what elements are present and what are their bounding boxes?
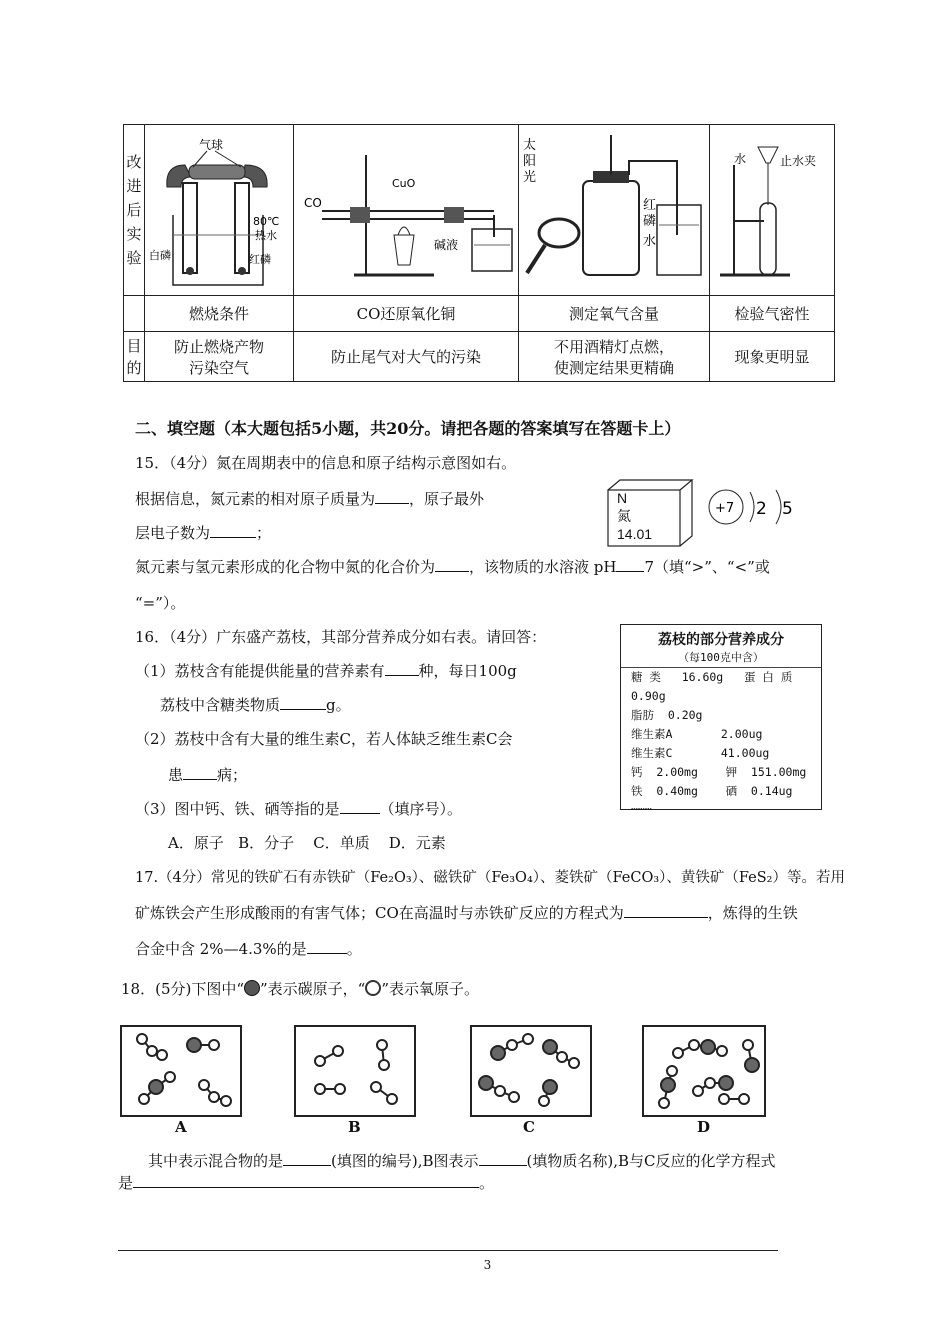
- nutrition-row: 脂肪 0.20g: [631, 708, 703, 722]
- section-heading: 二、填空题（本大题包括5小题，共20分。请把各题的答案填写在答题卡上）: [135, 419, 681, 438]
- q18-line3: 是 。: [118, 1174, 495, 1192]
- svg-text:太: 太: [523, 138, 537, 153]
- row-label-purpose: 目的: [124, 332, 145, 382]
- page-number: 3: [483, 1258, 492, 1272]
- exp-purpose-3: 不用酒精灯点燃， 使测定结果更精确: [519, 332, 710, 382]
- q15-line4: 氮元素与氢元素形成的化合物中氮的化合价为 ，该物质的水溶液 pH 7（填“>”、“<”或: [135, 558, 770, 576]
- q16-line1: 16．（4分）广东盛产荔枝，其部分营养成分如右表。请回答：: [135, 628, 547, 646]
- molecule-label-c: C: [523, 1118, 535, 1136]
- atom-diagram: [706, 484, 806, 532]
- svg-text:碱液: 碱液: [434, 238, 459, 252]
- svg-text:气球: 气球: [199, 138, 224, 152]
- nutrition-row: 0.90g: [631, 689, 666, 703]
- svg-text:红磷: 红磷: [249, 253, 271, 266]
- diagram-airtightness: [710, 125, 835, 296]
- molecule-box-a: [120, 1025, 242, 1117]
- svg-text:阳: 阳: [523, 154, 537, 169]
- exp-name-1: 燃烧条件: [145, 296, 294, 332]
- q15-line5: “=”）。: [135, 594, 186, 612]
- molecule-box-b: [294, 1025, 416, 1117]
- element-name: 氮: [617, 508, 631, 524]
- q15-line2: 根据信息，氮元素的相对原子质量为 ，原子最外: [135, 490, 485, 508]
- q16-line2: （1）荔枝含有能提供能量的营养素有 种，每日100g: [135, 662, 517, 680]
- svg-text:CO: CO: [304, 196, 322, 210]
- q16-line3: 荔枝中含糖类物质 g。: [160, 696, 351, 714]
- q18-line1: 18．(5分)下图中“ ”表示碳原子，“ ”表示氧原子。: [121, 980, 480, 998]
- svg-text:光: 光: [523, 170, 537, 185]
- carbon-atom-icon: [244, 980, 260, 996]
- nutrition-row: 钙 2.00mg 钾 151.00mg: [631, 765, 807, 779]
- exp-purpose-1: 防止燃烧产物 污染空气: [145, 332, 294, 382]
- molecule-box-d: [642, 1025, 766, 1117]
- row-label-improved: 改进后实验: [124, 125, 145, 296]
- exp-name-4: 检验气密性: [710, 296, 835, 332]
- svg-text:磷: 磷: [643, 214, 657, 229]
- q16-line4: （2）荔枝中含有大量的维生素C，若人体缺乏维生素C会: [135, 730, 513, 748]
- svg-text:水: 水: [734, 152, 747, 166]
- footer-rule: [118, 1250, 778, 1251]
- q16-line5: 患 病；: [168, 766, 248, 784]
- q18-line2: 其中表示混合物的是 (填图的编号),B图表示 (填物质名称),B与C反应的化学方程式: [148, 1152, 776, 1170]
- svg-text:+7: +7: [715, 501, 735, 516]
- molecule-label-d: D: [697, 1118, 711, 1136]
- nutrition-row: 糖 类 16.60g 蛋 白 质: [631, 670, 793, 684]
- molecule-box-c: [470, 1025, 592, 1117]
- svg-text:2: 2: [756, 499, 767, 519]
- molecule-label-b: B: [348, 1118, 361, 1136]
- nutrition-row: ………: [631, 799, 652, 813]
- element-symbol: N: [617, 490, 628, 506]
- q15-line3: 层电子数为 ；: [135, 524, 272, 542]
- nutrition-title: 荔枝的部分营养成分: [658, 632, 784, 648]
- element-mass: 14.01: [617, 526, 653, 542]
- q16-line6: （3）图中钙、铁、硒等指的是 （填序号）。: [135, 800, 463, 818]
- oxygen-atom-icon: [365, 980, 381, 996]
- q17-line2: 矿炼铁会产生形成酸雨的有害气体；CO在高温时与赤铁矿反应的方程式为 ，炼得的生铁: [135, 904, 798, 922]
- svg-text:80℃: 80℃: [253, 215, 280, 228]
- nutrition-row: 铁 0.40mg 硒 0.14ug: [631, 784, 793, 798]
- svg-text:红: 红: [643, 198, 657, 213]
- svg-text:CuO: CuO: [392, 177, 416, 190]
- molecule-label-a: A: [175, 1118, 187, 1136]
- q16-options: A．原子 B．分子 C．单质 D．元素: [168, 834, 446, 852]
- q17-line1: 17.（4分）常见的铁矿石有赤铁矿（Fe₂O₃）、磁铁矿（Fe₃O₄）、菱铁矿（FeCO₃）、黄铁矿（FeS₂）等。若用: [135, 870, 845, 886]
- nutrition-row: 维生素A 2.00ug: [631, 727, 763, 741]
- svg-text:白磷: 白磷: [149, 249, 171, 262]
- diagram-combustion: [145, 125, 294, 296]
- experiment-table: [123, 124, 835, 382]
- element-info: [617, 489, 652, 543]
- diagram-co-reduction: [294, 125, 519, 296]
- diagram-oxygen-content: [519, 125, 710, 296]
- nutrition-subtitle: （每100克中含）: [621, 649, 821, 668]
- q15-line1: 15．（4分）氮在周期表中的信息和原子结构示意图如右。: [135, 454, 517, 472]
- nutrition-table: [620, 624, 822, 813]
- exp-purpose-2: 防止尾气对大气的污染: [294, 332, 519, 382]
- svg-text:热水: 热水: [255, 229, 277, 242]
- svg-text:5: 5: [782, 499, 793, 519]
- exp-name-3: 测定氧气含量: [519, 296, 710, 332]
- svg-text:水: 水: [643, 234, 657, 249]
- exp-purpose-4: 现象更明显: [710, 332, 835, 382]
- q17-line3: 合金中含 2%—4.3%的是 。: [135, 940, 362, 958]
- exp-name-2: CO还原氧化铜: [294, 296, 519, 332]
- svg-text:止水夹: 止水夹: [780, 154, 817, 168]
- nutrition-row: 维生素C 41.00ug: [631, 746, 770, 760]
